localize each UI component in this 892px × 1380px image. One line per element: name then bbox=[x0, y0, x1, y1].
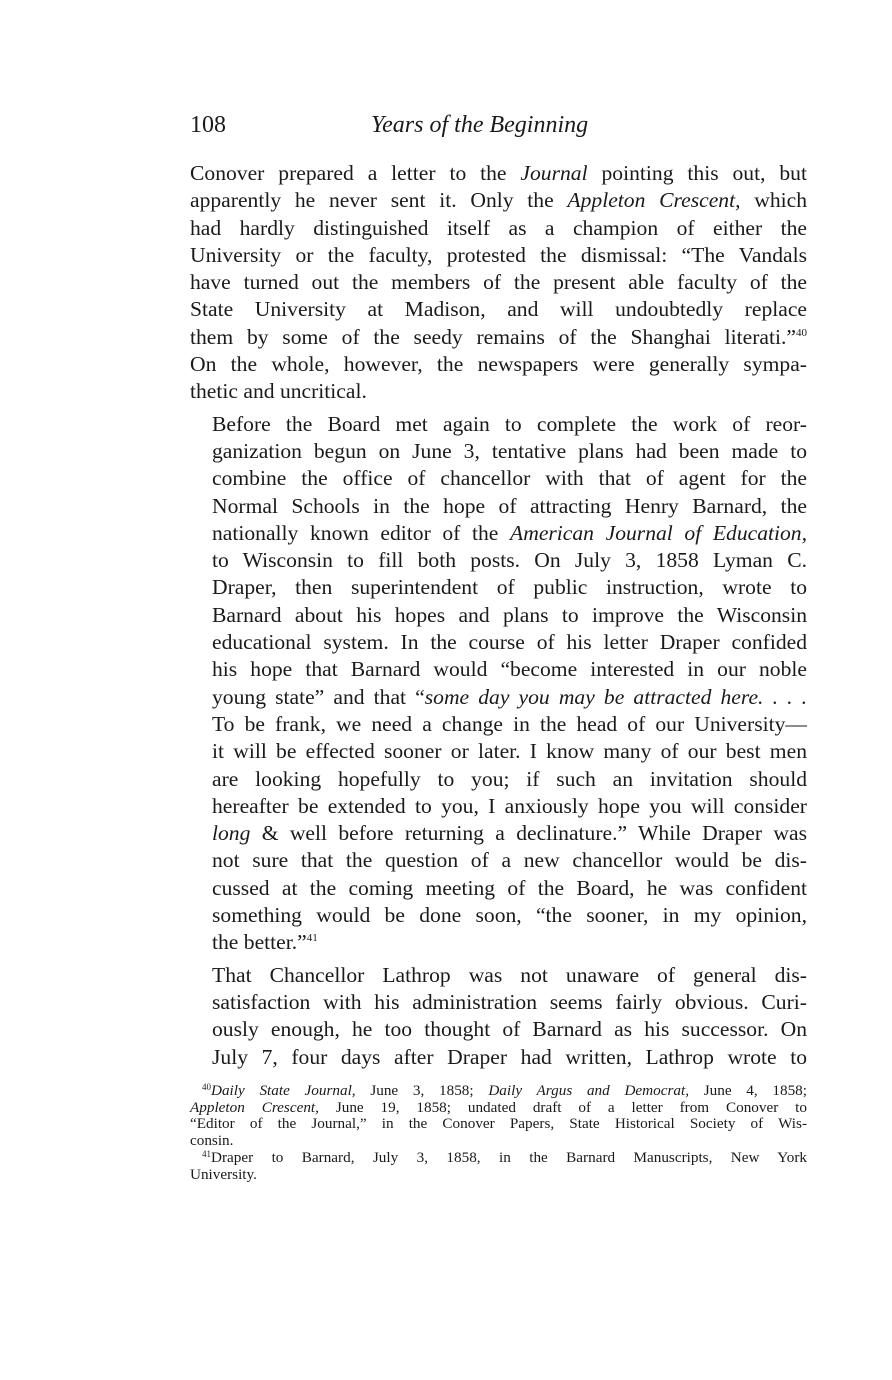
text-line: his hope that Barnard would “become interested in our noble bbox=[212, 657, 807, 682]
text-line: ously enough, he too thought of Barnard as his successor. On bbox=[212, 1017, 807, 1042]
text-run: June 19, 1858; undated draft of a letter from Conover to bbox=[318, 1098, 807, 1116]
text-line bbox=[190, 324, 807, 351]
text-run: & well before returning a declinature.” While Draper was bbox=[250, 821, 807, 846]
text-line bbox=[190, 187, 807, 214]
text-run: the better.” bbox=[212, 930, 307, 955]
text-run: Conover prepared a letter to the bbox=[190, 161, 521, 185]
text-line: State University at Madison, and will undoubtedly replace bbox=[190, 297, 807, 322]
footnote-marker: 40 bbox=[202, 1081, 211, 1092]
text-line: it will be effected sooner or later. I know many of our best men bbox=[212, 739, 807, 764]
body-text bbox=[190, 160, 807, 1071]
running-head bbox=[190, 108, 807, 148]
text-line bbox=[190, 820, 807, 847]
text-line: have turned out the members of the present able faculty of the bbox=[190, 270, 807, 295]
footnote-line: “Editor of the Journal,” in the Conover Papers, State Historical Society of Wis- bbox=[190, 1115, 807, 1133]
text-run-italic: Appleton Crescent, bbox=[567, 188, 741, 213]
text-line: are looking hopefully to you; if such an invitation should bbox=[212, 766, 807, 791]
paragraph-1 bbox=[190, 160, 807, 406]
paragraph-2 bbox=[190, 411, 807, 957]
text-run-italic: American Journal of Education, bbox=[510, 520, 807, 545]
text-run: which bbox=[740, 188, 807, 213]
page-number: 108 bbox=[190, 112, 226, 138]
text-line: Draper, then superintendent of public instruction, wrote to bbox=[212, 575, 807, 600]
text-run: young state” and that “ bbox=[212, 684, 425, 709]
footnote-line: University. bbox=[190, 1165, 257, 1183]
text-line: combine the office of chancellor with that of agent for the bbox=[212, 466, 807, 491]
text-line: hereafter be extended to you, I anxiously hope you will consider bbox=[212, 793, 807, 818]
text-run: Draper to Barnard, July 3, 1858, in the Barnard Manuscripts, New York bbox=[211, 1148, 807, 1166]
text-run-italic: Daily State Journal, bbox=[211, 1081, 356, 1099]
running-title: Years of the Beginning bbox=[371, 112, 589, 138]
text-run: June 3, 1858; bbox=[355, 1081, 489, 1099]
text-run: June 4, 1858; bbox=[689, 1081, 807, 1099]
text-line: That Chancellor Lathrop was not unaware of general dis- bbox=[212, 962, 807, 987]
text-line: had hardly distinguished itself as a champion of either the bbox=[190, 215, 807, 240]
text-line: cussed at the coming meeting of the Board, he was confident bbox=[212, 875, 807, 900]
text-line: ganization begun on June 3, tentative plans had been made to bbox=[212, 438, 807, 463]
text-line: satisfaction with his administration seems fairly obvious. Curi- bbox=[212, 989, 807, 1014]
text-line: Normal Schools in the hope of attracting Henry Barnard, the bbox=[212, 493, 807, 518]
footnote-40 bbox=[190, 1083, 807, 1150]
text-line bbox=[190, 684, 807, 711]
text-run: them by some of the seedy remains of the Shanghai literati.” bbox=[190, 324, 796, 349]
text-run: apparently he never sent it. Only the bbox=[190, 188, 568, 213]
text-line: To be frank, we need a change in the head of our University— bbox=[212, 711, 807, 736]
footnote-marker: 41 bbox=[202, 1148, 211, 1159]
footnotes bbox=[190, 1083, 807, 1184]
text-line: not sure that the question of a new chancellor would be dis- bbox=[212, 848, 807, 873]
text-line: July 7, four days after Draper had written, Lathrop wrote to bbox=[212, 1044, 807, 1069]
text-line: University or the faculty, protested the dismissal: “The Vandals bbox=[190, 242, 807, 267]
text-line: educational system. In the course of his letter Draper confided bbox=[212, 630, 807, 655]
text-line bbox=[190, 520, 807, 547]
text-run-italic: Daily Argus and Democrat, bbox=[488, 1081, 689, 1099]
text-line: Barnard about his hopes and plans to improve the Wisconsin bbox=[212, 602, 807, 627]
footnote-reference: 41 bbox=[306, 932, 318, 945]
footnote-line bbox=[190, 1100, 807, 1117]
footnote-line: consin. bbox=[190, 1132, 234, 1150]
text-line: Before the Board met again to complete the work of reor- bbox=[212, 411, 807, 436]
text-line bbox=[190, 160, 807, 187]
text-run: pointing this out, but bbox=[587, 161, 807, 185]
text-run-italic: Appleton Crescent, bbox=[190, 1098, 319, 1116]
paragraph-3 bbox=[190, 962, 807, 1071]
text-run-italic: Journal bbox=[520, 161, 588, 185]
footnote-line bbox=[190, 1150, 807, 1167]
book-page bbox=[190, 108, 807, 1184]
footnote-line bbox=[190, 1083, 807, 1100]
text-run-italic: long bbox=[212, 821, 251, 846]
text-line: to Wisconsin to fill both posts. On July 3, 1858 Lyman C. bbox=[212, 548, 807, 573]
footnote-41 bbox=[190, 1150, 807, 1184]
text-line: thetic and uncritical. bbox=[190, 379, 367, 404]
text-line: something would be done soon, “the sooner, in my opinion, bbox=[212, 903, 807, 928]
text-line bbox=[190, 929, 807, 956]
footnote-reference: 40 bbox=[796, 326, 807, 339]
text-run: nationally known editor of the bbox=[212, 520, 511, 545]
text-line: On the whole, however, the newspapers were generally sympa- bbox=[190, 352, 807, 377]
text-run-italic: some day you may be attracted here. . . . bbox=[424, 684, 807, 709]
